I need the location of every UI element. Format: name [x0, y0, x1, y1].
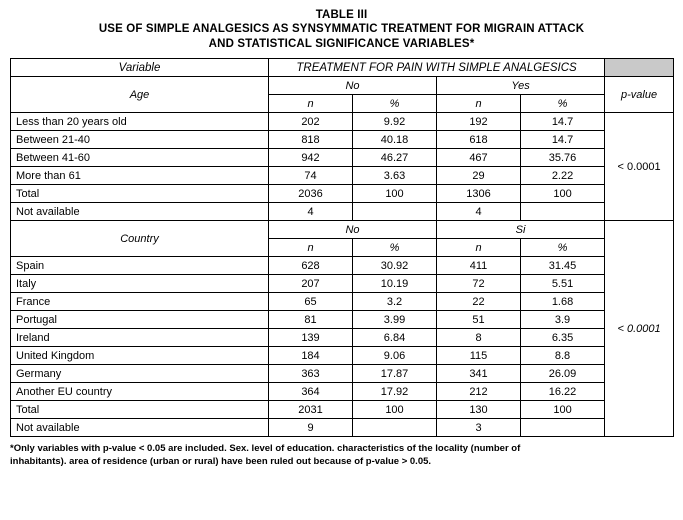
- row-label: Spain: [11, 257, 269, 275]
- row-label: Between 41-60: [11, 149, 269, 167]
- age-group-no: No: [269, 77, 437, 95]
- table-row: [11, 185, 674, 203]
- row-label: Ireland: [11, 329, 269, 347]
- age-col-pct-no: %: [353, 95, 437, 113]
- row-n-yes: 212: [437, 383, 521, 401]
- table-row: [11, 275, 674, 293]
- row-n-yes: 8: [437, 329, 521, 347]
- row-n-no: 818: [269, 131, 353, 149]
- table-row: [11, 419, 674, 437]
- row-n-yes: 22: [437, 293, 521, 311]
- row-label: Portugal: [11, 311, 269, 329]
- row-label: Less than 20 years old: [11, 113, 269, 131]
- footnote-line-1: *Only variables with p-value < 0.05 are included. Sex. level of education. characteristics of the locality (number of: [10, 443, 521, 455]
- row-n-no: 81: [269, 311, 353, 329]
- row-pct-yes: 14.7: [521, 131, 605, 149]
- table-row: [11, 293, 674, 311]
- table-title-block: [10, 8, 673, 51]
- table-row: [11, 149, 674, 167]
- table-row: [11, 365, 674, 383]
- table-row: [11, 203, 674, 221]
- age-group-header-row: [11, 77, 674, 95]
- row-n-no: 65: [269, 293, 353, 311]
- row-pct-no: 40.18: [353, 131, 437, 149]
- row-pct-yes: 2.22: [521, 167, 605, 185]
- header-variable: Variable: [11, 59, 269, 77]
- row-n-no: 2031: [269, 401, 353, 419]
- row-pct-no: 6.84: [353, 329, 437, 347]
- row-n-yes: 130: [437, 401, 521, 419]
- row-n-yes: 618: [437, 131, 521, 149]
- row-n-yes: 192: [437, 113, 521, 131]
- row-pct-yes: 35.76: [521, 149, 605, 167]
- age-col-n-no: n: [269, 95, 353, 113]
- row-label: Not available: [11, 203, 269, 221]
- row-label: Total: [11, 185, 269, 203]
- row-n-yes: 72: [437, 275, 521, 293]
- age-pvalue: < 0.0001: [605, 113, 674, 221]
- row-n-yes: 51: [437, 311, 521, 329]
- row-pct-yes: 31.45: [521, 257, 605, 275]
- row-n-yes: 3: [437, 419, 521, 437]
- row-pct-no: 3.2: [353, 293, 437, 311]
- row-n-no: 139: [269, 329, 353, 347]
- row-n-no: 628: [269, 257, 353, 275]
- footnote-line-2: inhabitants). area of residence (urban or rural) have been ruled out because of p-value > 0.05.: [10, 455, 432, 467]
- row-pct-no: 100: [353, 185, 437, 203]
- row-label: Italy: [11, 275, 269, 293]
- table-row: [11, 131, 674, 149]
- row-n-yes: 29: [437, 167, 521, 185]
- table-number: TABLE III: [315, 9, 368, 21]
- row-pct-yes: 16.22: [521, 383, 605, 401]
- row-n-yes: 411: [437, 257, 521, 275]
- table-row: [11, 329, 674, 347]
- row-pct-yes: 100: [521, 401, 605, 419]
- row-n-yes: 4: [437, 203, 521, 221]
- country-group-header-row: [11, 221, 674, 239]
- table-title-line-2: AND STATISTICAL SIGNIFICANCE VARIABLES*: [208, 37, 475, 50]
- country-col-pct-yes: %: [521, 239, 605, 257]
- row-n-no: 9: [269, 419, 353, 437]
- header-pvalue-label: p-value: [605, 77, 674, 113]
- row-pct-yes: 3.9: [521, 311, 605, 329]
- table-row: [11, 167, 674, 185]
- row-n-no: 207: [269, 275, 353, 293]
- row-n-no: 2036: [269, 185, 353, 203]
- country-group-yes: Si: [437, 221, 605, 239]
- row-label: Between 21-40: [11, 131, 269, 149]
- row-n-yes: 115: [437, 347, 521, 365]
- row-pct-yes: 5.51: [521, 275, 605, 293]
- row-pct-no: 3.63: [353, 167, 437, 185]
- row-n-yes: 1306: [437, 185, 521, 203]
- row-pct-no: 10.19: [353, 275, 437, 293]
- table-row: [11, 311, 674, 329]
- row-n-no: 4: [269, 203, 353, 221]
- country-variable-label: Country: [11, 221, 269, 257]
- header-pvalue-spacer: [605, 59, 674, 77]
- row-label: More than 61: [11, 167, 269, 185]
- row-label: Another EU country: [11, 383, 269, 401]
- age-col-pct-yes: %: [521, 95, 605, 113]
- age-col-n-yes: n: [437, 95, 521, 113]
- row-label: Not available: [11, 419, 269, 437]
- country-pvalue: < 0.0001: [605, 221, 674, 437]
- country-group-no: No: [269, 221, 437, 239]
- row-pct-no: [353, 203, 437, 221]
- country-col-n-no: n: [269, 239, 353, 257]
- row-label: Total: [11, 401, 269, 419]
- row-pct-yes: 6.35: [521, 329, 605, 347]
- row-pct-no: 100: [353, 401, 437, 419]
- table-row: [11, 401, 674, 419]
- row-pct-no: 3.99: [353, 311, 437, 329]
- row-pct-no: 46.27: [353, 149, 437, 167]
- row-n-yes: 341: [437, 365, 521, 383]
- country-col-n-yes: n: [437, 239, 521, 257]
- row-n-no: 202: [269, 113, 353, 131]
- row-pct-yes: 1.68: [521, 293, 605, 311]
- country-col-pct-no: %: [353, 239, 437, 257]
- table-footnote: [10, 443, 673, 469]
- row-pct-no: 9.06: [353, 347, 437, 365]
- row-pct-no: 9.92: [353, 113, 437, 131]
- table-header-band: [11, 59, 674, 77]
- row-pct-yes: 8.8: [521, 347, 605, 365]
- row-pct-no: [353, 419, 437, 437]
- row-pct-yes: 26.09: [521, 365, 605, 383]
- row-pct-no: 17.92: [353, 383, 437, 401]
- row-n-no: 74: [269, 167, 353, 185]
- row-label: Germany: [11, 365, 269, 383]
- row-pct-yes: 14.7: [521, 113, 605, 131]
- row-n-no: 363: [269, 365, 353, 383]
- table-row: [11, 383, 674, 401]
- row-label: France: [11, 293, 269, 311]
- age-variable-label: Age: [11, 77, 269, 113]
- row-pct-no: 30.92: [353, 257, 437, 275]
- table-row: [11, 257, 674, 275]
- row-pct-yes: [521, 203, 605, 221]
- row-n-yes: 467: [437, 149, 521, 167]
- row-pct-no: 17.87: [353, 365, 437, 383]
- table-row: [11, 113, 674, 131]
- row-pct-yes: 100: [521, 185, 605, 203]
- table-title-line-1: USE OF SIMPLE ANALGESICS AS SYNSYMMATIC TREATMENT FOR MIGRAIN ATTACK: [98, 23, 585, 36]
- analgesics-table: [10, 58, 674, 437]
- row-pct-yes: [521, 419, 605, 437]
- row-n-no: 942: [269, 149, 353, 167]
- row-label: United Kingdom: [11, 347, 269, 365]
- age-group-yes: Yes: [437, 77, 605, 95]
- row-n-no: 364: [269, 383, 353, 401]
- table-row: [11, 347, 674, 365]
- row-n-no: 184: [269, 347, 353, 365]
- header-treatment: TREATMENT FOR PAIN WITH SIMPLE ANALGESICS: [269, 59, 605, 77]
